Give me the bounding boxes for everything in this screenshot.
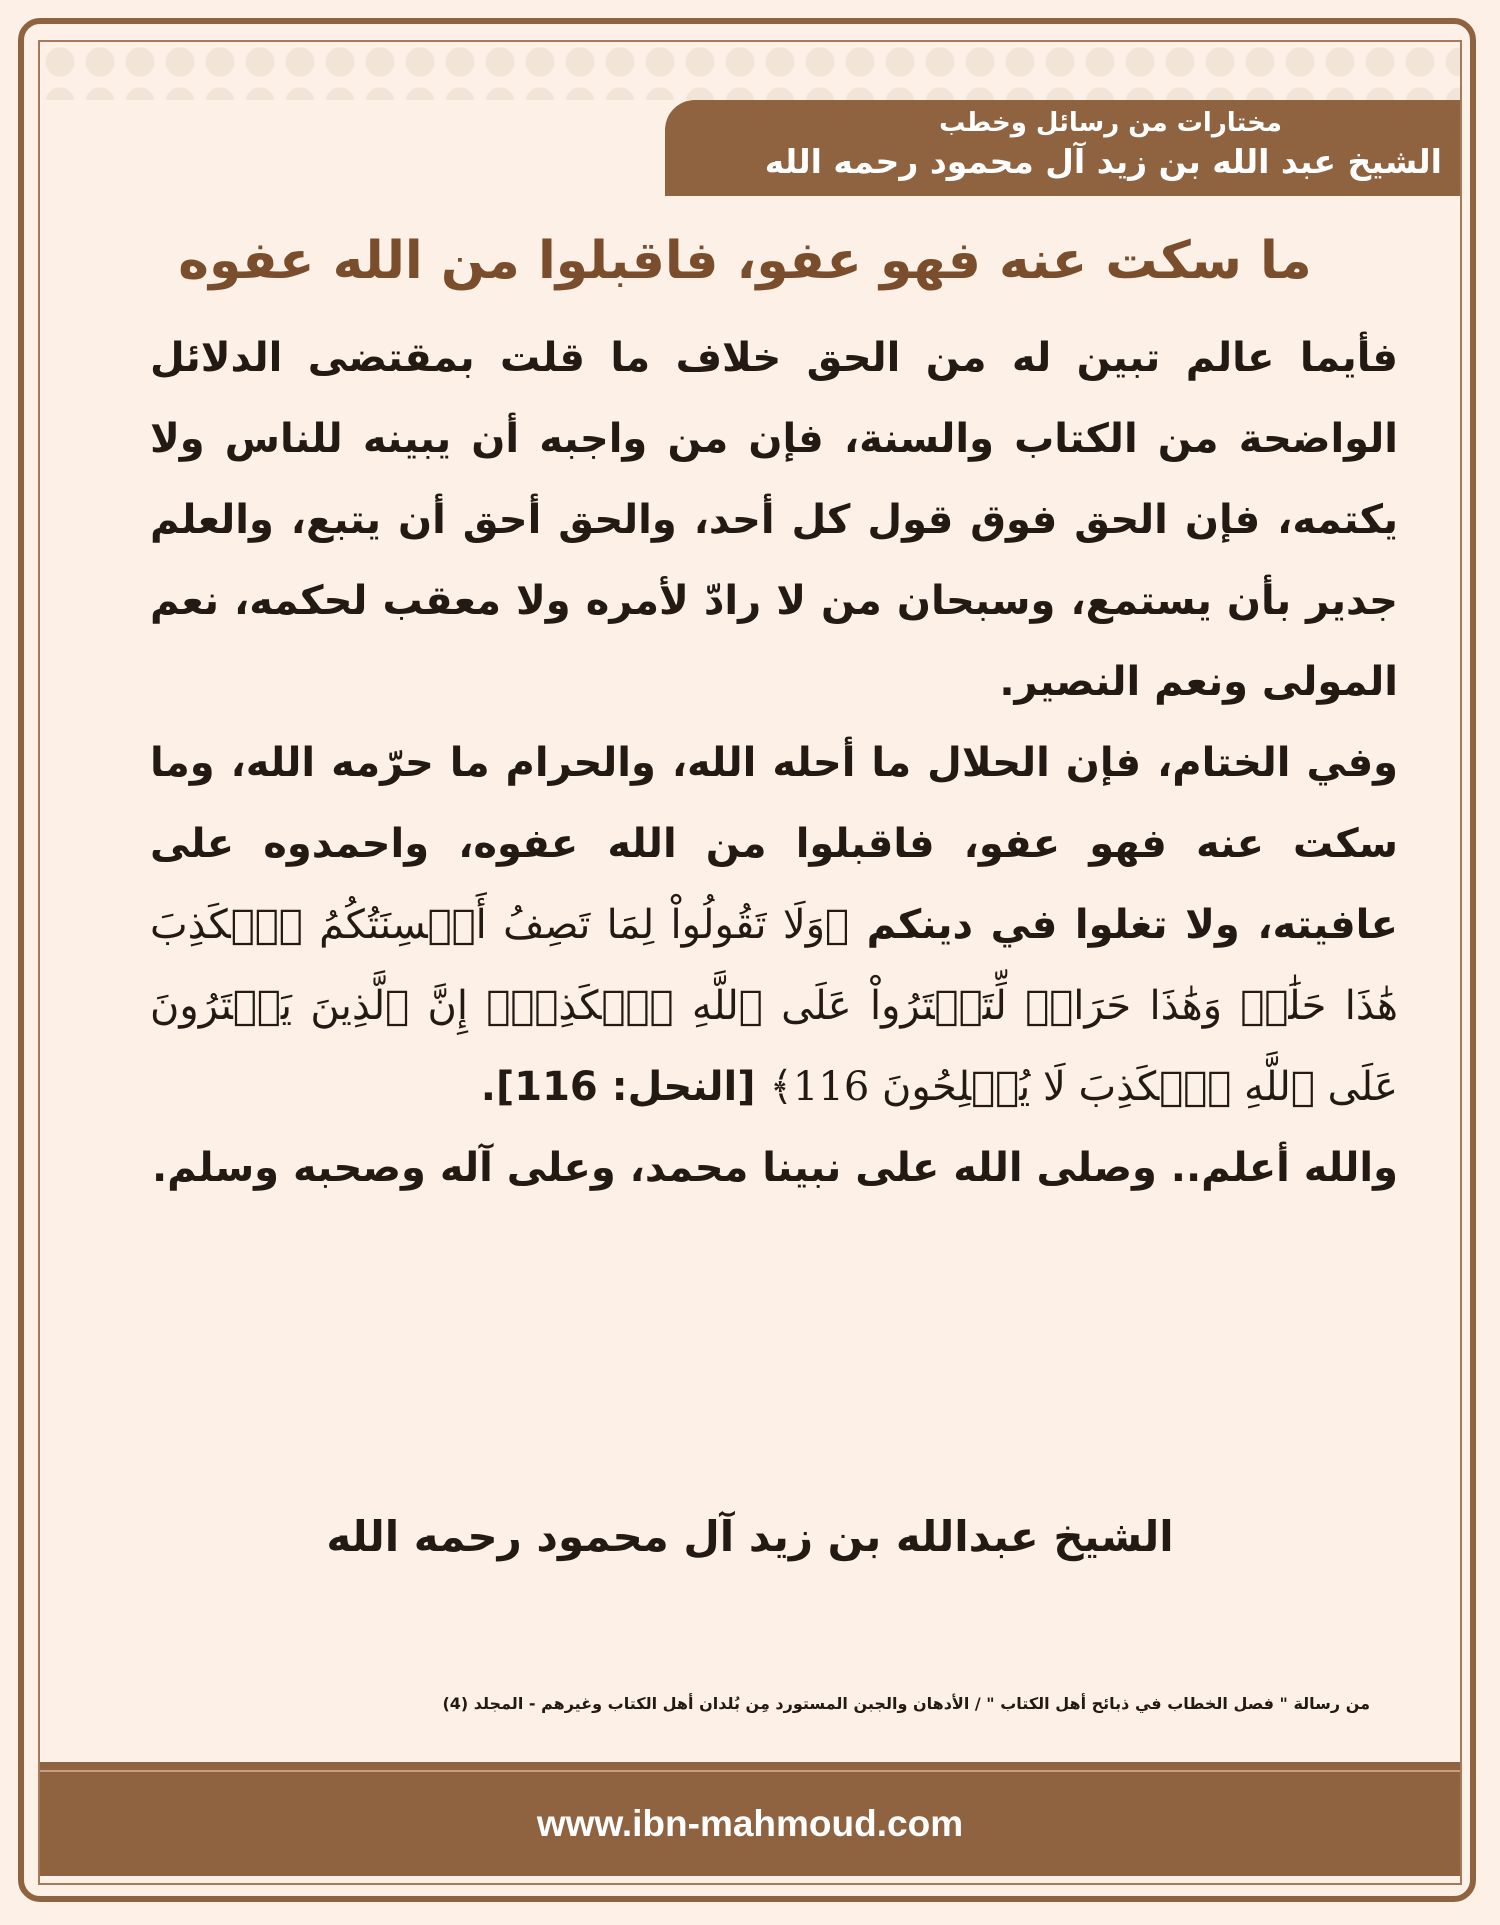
page-title: ما سكت عنه فهو عفو، فاقبلوا من الله عفوه	[178, 231, 1312, 291]
footer-divider	[40, 1770, 1460, 1772]
author-signature: الشيخ عبدالله بن زيد آل محمود رحمه الله	[326, 1512, 1174, 1561]
source-citation: من رسالة " فصل الخطاب في ذبائح أهل الكتاب " / الأدهان والجبن المستورد مِن بُلدان أهل الكتاب وغيرهم - المجلد (4)	[442, 1694, 1370, 1713]
paragraph-1: فأيما عالم تبين له من الحق خلاف ما قلت بمقتضى الدلائل الواضحة من الكتاب والسنة، فإن من واجبه أن يبينه للناس ولا يكتمه، فإن الحق فوق قول كل أحد، والحق أحق أن يتبع، والعلم جدير بأن يستمع، وسبحان من لا رادّ لأمره ولا معقب لحكمه، نعم المولى ونعم النصير.	[150, 335, 1398, 705]
article-body	[150, 318, 1398, 1209]
header-banner	[665, 100, 1460, 196]
quran-verse: ﴿وَلَا تَقُولُواْ لِمَا تَصِفُ أَلۡسِنَتُكُمُ ٱلۡكَذِبَ هَٰذَا حَلَٰلٞ وَهَٰذَا حَرَامٞ لِّتَفۡتَرُواْ عَلَى ٱللَّهِ ٱلۡكَذِبَۚ إِنَّ ٱلَّذِينَ يَفۡتَرُونَ عَلَى ٱللَّهِ ٱلۡكَذِبَ لَا يُفۡلِحُونَ 116﴾	[150, 902, 1398, 1110]
verse-reference: [النحل: 116].	[480, 1064, 756, 1110]
paragraph-2	[150, 723, 1398, 1128]
paragraph-3: والله أعلم.. وصلى الله على نبينا محمد، وعلى آله وصحبه وسلم.	[151, 1145, 1398, 1191]
paragraph-2-intro: وفي الختام، فإن الحلال ما أحله الله، والحرام ما حرّمه الله، وما سكت عنه فهو عفو، فاقبلوا من الله عفوه، واحمدوه على عافيته، ولا تغلوا في دينكم	[150, 740, 1398, 948]
header-author: الشيخ عبد الله بن زيد آل محمود رحمه الله	[764, 142, 1442, 181]
header-series-title: مختارات من رسائل وخطب	[939, 108, 1282, 138]
decorative-pattern	[40, 42, 1460, 100]
website-link[interactable]: www.ibn-mahmoud.com	[536, 1803, 964, 1844]
